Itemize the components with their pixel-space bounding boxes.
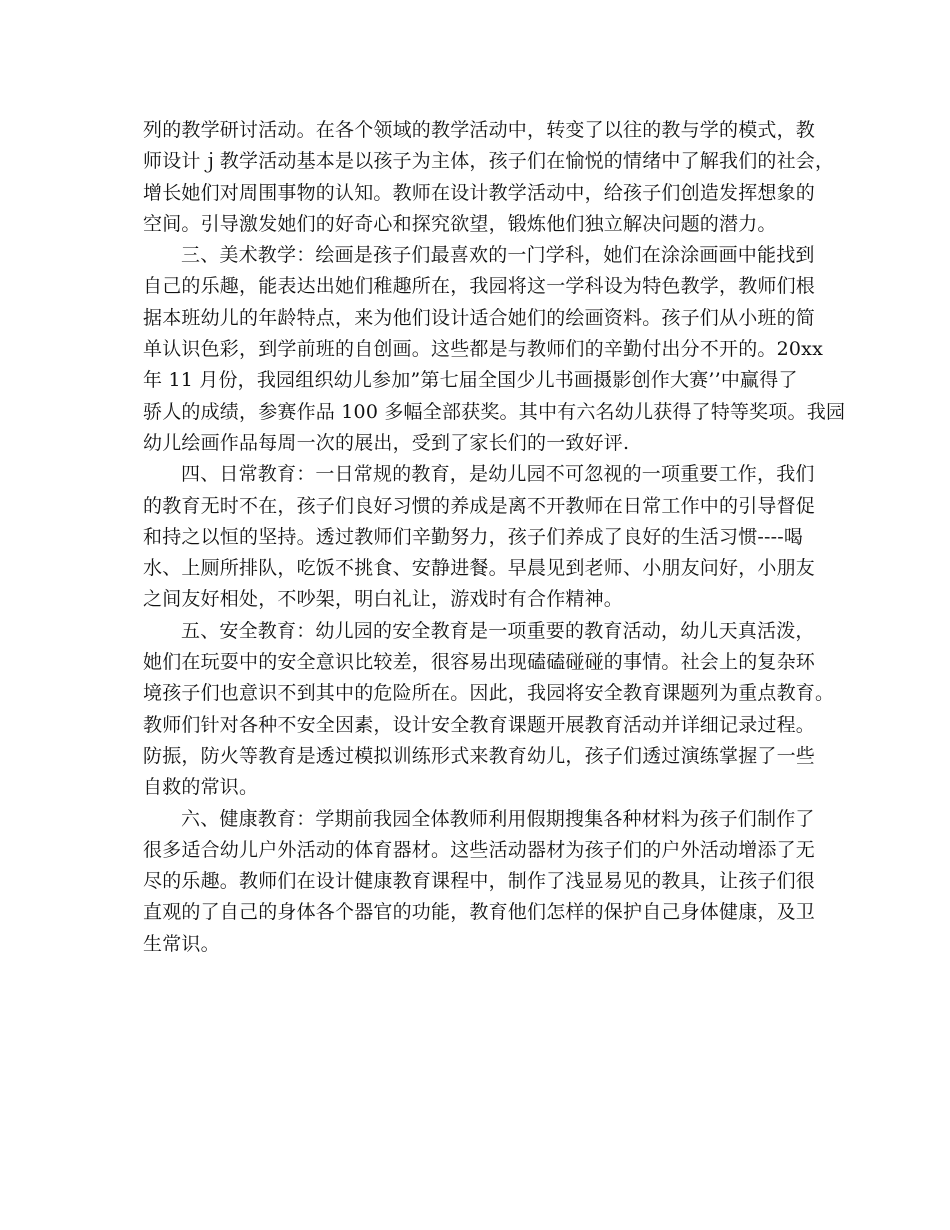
text-line: 六、健康教育：学期前我园全体教师利用假期搜集各种材料为孩子们制作了 — [181, 807, 815, 830]
text-line: 三、美术教学：绘画是孩子们最喜欢的一门学科，她们在涂涂画画中能找到 — [181, 244, 815, 267]
text-line: 和持之以恒的坚持。透过教师们辛勤努力，孩子们养成了良好的生活习惯----喝 — [143, 525, 804, 548]
text-line: 自己的乐趣，能表达出她们稚趣所在，我园将这一学科设为特色教学，教师们根 — [143, 275, 816, 298]
document-body — [143, 115, 846, 960]
paragraph-teaching-research — [143, 115, 835, 240]
text-line: 她们在玩耍中的安全意识比较差，很容易出现磕磕碰碰的事情。社会上的复杂环 — [143, 651, 816, 674]
text-line: 据本班幼儿的年龄特点，来为他们设计适合她们的绘画资料。孩子们从小班的简 — [143, 306, 816, 329]
text-line: 骄人的成绩，参赛作品 100 多幅全部获奖。其中有六名幼儿获得了特等奖项。我园 — [143, 400, 846, 423]
text-line: 增长她们对周围事物的认知。教师在设计教学活动中，给孩子们创造发挥想象的 — [143, 181, 816, 204]
text-line: 之间友好相处，不吵架，明白礼让，游戏时有合作精神。 — [143, 588, 624, 611]
text-line: 空间。引导激发她们的好奇心和探究欲望，锻炼他们独立解决问题的潜力。 — [143, 212, 777, 235]
paragraph-health-education — [143, 804, 816, 960]
text-line: 尽的乐趣。教师们在设计健康教育课程中，制作了浅显易见的教具，让孩子们很 — [143, 870, 816, 893]
text-line: 的教育无时不在，孩子们良好习惯的养成是离不开教师在日常工作中的引导督促 — [143, 494, 816, 517]
text-line: 幼儿绘画作品每周一次的展出，受到了家长们的一致好评. — [143, 431, 630, 454]
paragraph-daily-education — [143, 459, 816, 615]
text-line: 四、日常教育：一日常规的教育，是幼儿园不可忽视的一项重要工作，我们 — [181, 463, 815, 486]
text-line: 很多适合幼儿户外活动的体育器材。这些活动器材为孩子们的户外活动增添了无 — [143, 838, 816, 861]
paragraph-safety-education — [143, 616, 835, 804]
text-line: 教师们针对各种不安全因素，设计安全教育课题开展教育活动并详细记录过程。 — [143, 713, 816, 736]
text-line: 直观的了自己的身体各个器官的功能，教育他们怎样的保护自己身体健康，及卫 — [143, 901, 816, 924]
text-line: 师设计ｊ教学活动基本是以孩子为主体，孩子们在愉悦的情绪中了解我们的社会， — [143, 150, 835, 173]
text-line: 列的教学研讨活动。在各个领域的教学活动中，转变了以往的教与学的模式，教 — [143, 119, 816, 141]
text-line: 境孩子们也意识不到其中的危险所在。因此，我园将安全教育课题列为重点教育。 — [143, 682, 835, 705]
text-line: 五、安全教育：幼儿园的安全教育是一项重要的教育活动，幼儿天真活泼， — [181, 619, 815, 642]
paragraph-art-teaching — [143, 240, 846, 459]
text-line: 水、上厕所排队，吃饭不挑食、安静进餐。早晨见到老师、小朋友问好，小朋友 — [143, 557, 816, 580]
text-line: 防振，防火等教育是透过模拟训练形式来教育幼儿，孩子们透过演练掌握了一些 — [143, 744, 816, 767]
text-line: 年 11 月份，我园组织幼儿参加”第七届全国少儿书画摄影创作大赛’’中赢得了 — [143, 369, 798, 392]
text-line: 单认识色彩，到学前班的自创画。这些都是与教师们的辛勤付出分不开的。20xx — [143, 338, 824, 361]
text-line: 自救的常识。 — [143, 776, 259, 799]
text-line: 生常识。 — [143, 932, 220, 955]
